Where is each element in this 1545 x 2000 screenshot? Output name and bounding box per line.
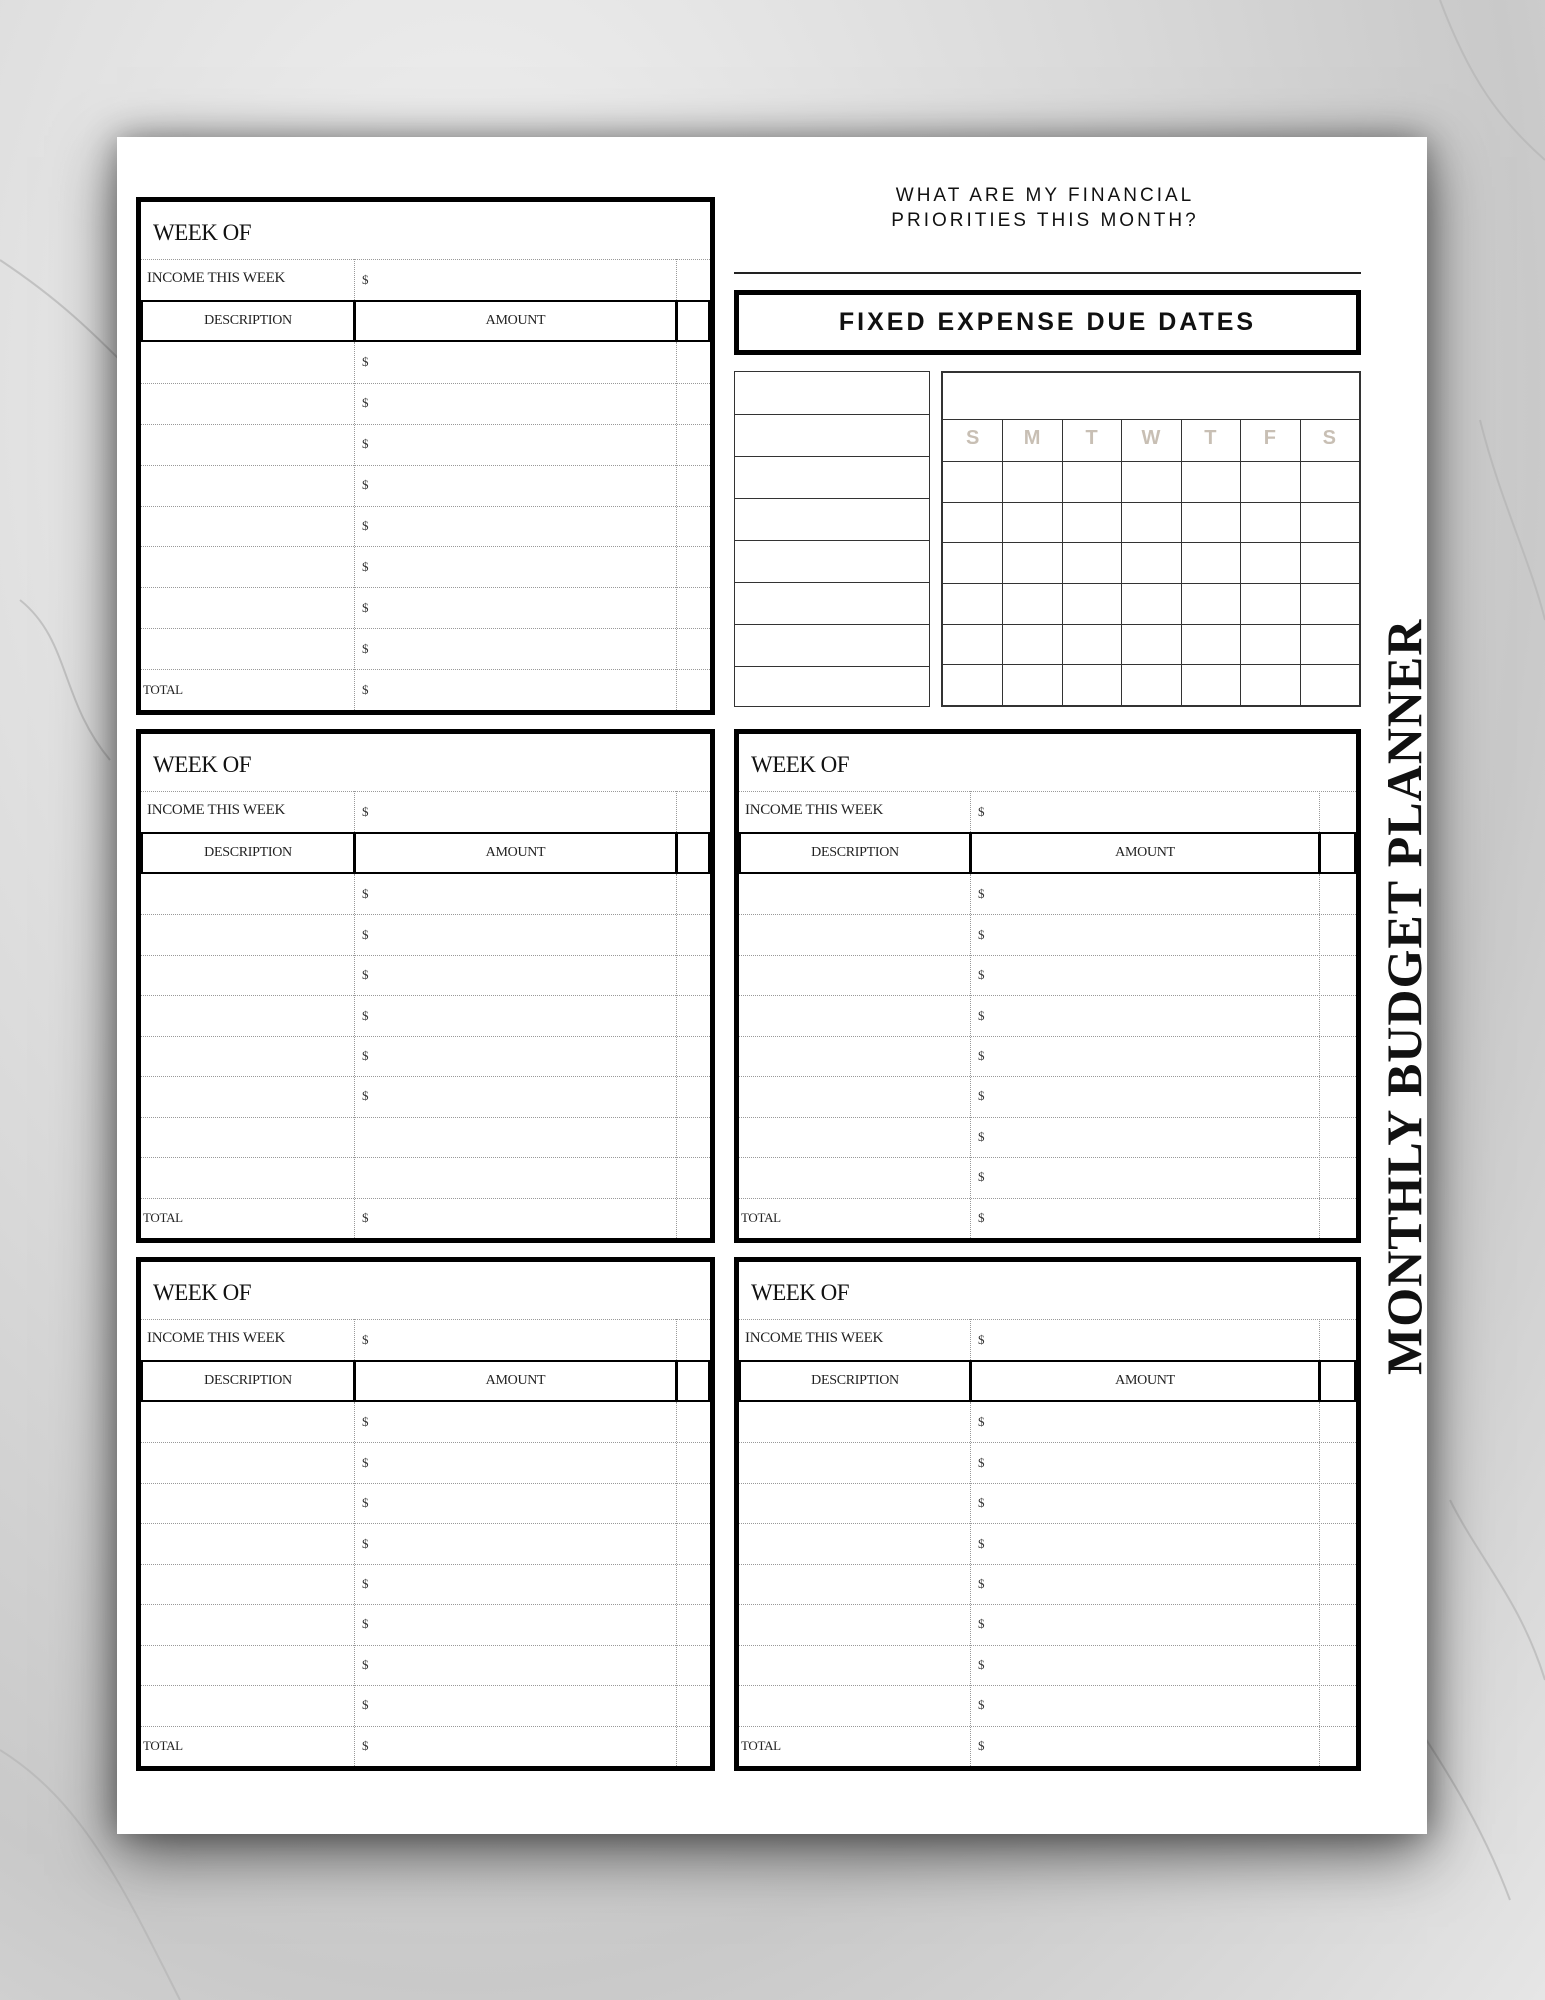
amount-dollar-sign: $	[362, 1209, 369, 1225]
income-label: INCOME THIS WEEK	[745, 1330, 883, 1346]
week-of-label: WEEK OF	[153, 220, 252, 245]
calendar-row-line	[943, 624, 1359, 625]
amount-dollar-sign: $	[978, 886, 985, 902]
income-divider	[354, 791, 355, 832]
income-divider	[1319, 1319, 1320, 1360]
expense-row[interactable]	[141, 1402, 710, 1443]
income-divider	[676, 1319, 677, 1360]
expense-row[interactable]	[739, 1076, 1356, 1117]
amount-header: AMOUNT	[970, 1360, 1320, 1402]
week-of-row[interactable]	[141, 1262, 710, 1320]
expense-row[interactable]	[739, 1564, 1356, 1605]
amount-dollar-sign: $	[362, 436, 369, 452]
expense-row[interactable]	[739, 1523, 1356, 1564]
fixed-expense-line	[735, 540, 929, 541]
expense-row[interactable]	[739, 1036, 1356, 1077]
calendar-day-label: S	[966, 427, 980, 449]
expense-row[interactable]	[141, 1564, 710, 1605]
extra-column-header	[1319, 1360, 1356, 1402]
expense-row[interactable]	[141, 465, 710, 507]
monthly-budget-planner-title: MONTHLY BUDGET PLANNER	[1376, 618, 1432, 1375]
week-of-row[interactable]	[739, 1262, 1356, 1320]
expense-row[interactable]	[739, 1402, 1356, 1443]
expense-row[interactable]	[141, 1117, 710, 1158]
fixed-expense-line	[735, 414, 929, 415]
income-label: INCOME THIS WEEK	[147, 802, 285, 818]
calendar-row-line	[943, 664, 1359, 665]
income-label: INCOME THIS WEEK	[147, 270, 285, 286]
amount-dollar-sign: $	[362, 1454, 369, 1470]
income-divider	[354, 259, 355, 300]
week-of-label: WEEK OF	[751, 1280, 850, 1305]
income-divider	[354, 1319, 355, 1360]
amount-dollar-sign: $	[362, 518, 369, 533]
amount-dollar-sign: $	[362, 1088, 369, 1104]
amount-header: AMOUNT	[970, 832, 1320, 874]
expense-row[interactable]	[141, 1685, 710, 1726]
week-of-label: WEEK OF	[153, 752, 252, 777]
amount-dollar-sign: $	[362, 1048, 369, 1063]
income-divider	[676, 791, 677, 832]
amount-dollar-sign: $	[362, 1697, 369, 1713]
calendar-row-line	[943, 502, 1359, 503]
expense-row[interactable]	[141, 1036, 710, 1077]
expense-row[interactable]	[141, 1483, 710, 1524]
expense-row[interactable]	[739, 1117, 1356, 1158]
weekly-budget-section	[136, 197, 715, 715]
expense-row[interactable]	[739, 1685, 1356, 1726]
amount-dollar-sign: $	[978, 1616, 985, 1632]
week-of-label: WEEK OF	[751, 752, 850, 777]
extra-column-header	[676, 300, 710, 342]
amount-dollar-sign: $	[362, 1535, 369, 1551]
expense-row[interactable]	[141, 874, 710, 915]
amount-dollar-sign: $	[978, 967, 985, 983]
calendar-column-line	[1240, 419, 1241, 705]
financial-priorities-prompt	[880, 183, 1210, 233]
expense-row[interactable]	[739, 1483, 1356, 1524]
expense-row[interactable]	[141, 914, 710, 955]
week-of-row[interactable]	[141, 202, 710, 260]
expense-row[interactable]	[141, 995, 710, 1036]
weekly-budget-section	[136, 1257, 715, 1771]
income-divider	[676, 259, 677, 300]
expense-row[interactable]	[141, 628, 710, 670]
fixed-expense-list[interactable]	[734, 371, 930, 707]
calendar-day-label: T	[1085, 427, 1098, 449]
fixed-expense-line	[735, 666, 929, 667]
expense-row[interactable]	[739, 955, 1356, 996]
amount-dollar-sign: $	[362, 681, 369, 697]
income-dollar-sign: $	[362, 804, 369, 819]
calendar-row-line	[943, 461, 1359, 462]
amount-dollar-sign: $	[362, 477, 369, 493]
amount-dollar-sign: $	[362, 886, 369, 902]
expense-row[interactable]	[141, 955, 710, 996]
income-divider	[970, 1319, 971, 1360]
amount-dollar-sign: $	[978, 1414, 985, 1430]
total-row[interactable]	[739, 1198, 1356, 1238]
total-row[interactable]	[141, 1198, 710, 1238]
income-dollar-sign: $	[362, 272, 369, 287]
amount-dollar-sign: $	[978, 1495, 985, 1511]
priorities-writing-line[interactable]	[734, 272, 1361, 274]
fixed-expense-line	[735, 456, 929, 457]
prompt-line-1: WHAT ARE MY FINANCIAL	[895, 185, 1195, 206]
extra-column-header	[1319, 832, 1356, 874]
income-dollar-sign: $	[362, 1332, 369, 1347]
calendar-column-line	[1002, 419, 1003, 705]
prompt-line-2: PRIORITIES THIS MONTH?	[891, 210, 1199, 231]
fixed-expense-title: FIXED EXPENSE DUE DATES	[734, 290, 1361, 355]
amount-header: AMOUNT	[354, 1360, 677, 1402]
amount-dollar-sign: $	[978, 1209, 985, 1225]
amount-dollar-sign: $	[362, 599, 369, 615]
expense-row[interactable]	[141, 1157, 710, 1198]
calendar-column-line	[1300, 419, 1301, 705]
expense-row[interactable]	[141, 1523, 710, 1564]
expense-row[interactable]	[739, 995, 1356, 1036]
amount-dollar-sign: $	[978, 1169, 985, 1185]
amount-dollar-sign: $	[362, 967, 369, 983]
expense-row[interactable]	[141, 383, 710, 425]
description-header: DESCRIPTION	[739, 1360, 971, 1402]
amount-dollar-sign: $	[362, 1576, 369, 1591]
amount-dollar-sign: $	[362, 1007, 369, 1023]
total-label: TOTAL	[143, 1209, 183, 1225]
calendar-row-line	[943, 583, 1359, 584]
amount-dollar-sign: $	[978, 1535, 985, 1551]
amount-dollar-sign: $	[978, 926, 985, 942]
extra-column-header	[676, 832, 710, 874]
weekly-budget-section	[734, 1257, 1361, 1771]
total-row[interactable]	[141, 669, 710, 710]
calendar-column-line	[1062, 419, 1063, 705]
calendar-day-label: M	[1023, 427, 1041, 449]
amount-dollar-sign: $	[362, 926, 369, 942]
total-label: TOTAL	[143, 681, 183, 697]
calendar-header-line	[943, 419, 1359, 420]
week-of-row[interactable]	[141, 734, 710, 792]
amount-header: AMOUNT	[354, 300, 677, 342]
expense-row[interactable]	[141, 1076, 710, 1117]
expense-row[interactable]	[739, 914, 1356, 955]
amount-dollar-sign: $	[362, 395, 369, 411]
weekly-budget-section	[136, 729, 715, 1243]
expense-row[interactable]	[141, 1645, 710, 1686]
total-label: TOTAL	[143, 1737, 183, 1753]
week-of-label: WEEK OF	[153, 1280, 252, 1305]
expense-row[interactable]	[141, 506, 710, 548]
extra-column-header	[676, 1360, 710, 1402]
amount-dollar-sign: $	[362, 354, 369, 370]
fixed-expense-line	[735, 624, 929, 625]
total-label: TOTAL	[741, 1737, 781, 1753]
total-row[interactable]	[739, 1726, 1356, 1766]
amount-dollar-sign: $	[978, 1656, 985, 1672]
income-label: INCOME THIS WEEK	[147, 1330, 285, 1346]
amount-dollar-sign: $	[362, 1495, 369, 1511]
description-header: DESCRIPTION	[141, 832, 355, 874]
expense-row[interactable]	[141, 1442, 710, 1483]
fixed-expense-line	[735, 582, 929, 583]
amount-dollar-sign: $	[362, 1616, 369, 1632]
expense-row[interactable]	[141, 546, 710, 588]
amount-dollar-sign: $	[978, 1088, 985, 1104]
calendar-row-line	[943, 542, 1359, 543]
description-header: DESCRIPTION	[141, 300, 355, 342]
total-row[interactable]	[141, 1726, 710, 1766]
amount-dollar-sign: $	[978, 1737, 985, 1753]
amount-dollar-sign: $	[362, 1737, 369, 1753]
expense-row[interactable]	[141, 587, 710, 629]
expense-row[interactable]	[739, 874, 1356, 915]
calendar-day-label: W	[1141, 427, 1161, 449]
amount-dollar-sign: $	[978, 1576, 985, 1591]
amount-dollar-sign: $	[978, 1048, 985, 1063]
calendar-column-line	[1121, 419, 1122, 705]
income-divider	[970, 791, 971, 832]
expense-row[interactable]	[141, 342, 710, 384]
amount-dollar-sign: $	[978, 1007, 985, 1023]
amount-header: AMOUNT	[354, 832, 677, 874]
calendar-day-label: F	[1263, 427, 1276, 449]
calendar-day-label: S	[1322, 427, 1336, 449]
income-dollar-sign: $	[978, 804, 985, 819]
due-dates-calendar[interactable]	[941, 371, 1361, 707]
fixed-expense-line	[735, 498, 929, 499]
total-label: TOTAL	[741, 1209, 781, 1225]
income-dollar-sign: $	[978, 1332, 985, 1347]
expense-row[interactable]	[739, 1442, 1356, 1483]
calendar-day-label: T	[1204, 427, 1217, 449]
description-header: DESCRIPTION	[141, 1360, 355, 1402]
amount-dollar-sign: $	[362, 640, 369, 656]
amount-dollar-sign: $	[362, 1414, 369, 1430]
amount-dollar-sign: $	[362, 1656, 369, 1672]
amount-dollar-sign: $	[978, 1128, 985, 1144]
weekly-budget-section	[734, 729, 1361, 1243]
amount-dollar-sign: $	[978, 1697, 985, 1713]
expense-row[interactable]	[739, 1157, 1356, 1198]
week-of-row[interactable]	[739, 734, 1356, 792]
calendar-column-line	[1181, 419, 1182, 705]
expense-row[interactable]	[141, 1604, 710, 1645]
amount-dollar-sign: $	[362, 558, 369, 574]
income-label: INCOME THIS WEEK	[745, 802, 883, 818]
expense-row[interactable]	[739, 1645, 1356, 1686]
description-header: DESCRIPTION	[739, 832, 971, 874]
income-divider	[1319, 791, 1320, 832]
expense-row[interactable]	[739, 1604, 1356, 1645]
amount-dollar-sign: $	[978, 1454, 985, 1470]
expense-row[interactable]	[141, 424, 710, 466]
